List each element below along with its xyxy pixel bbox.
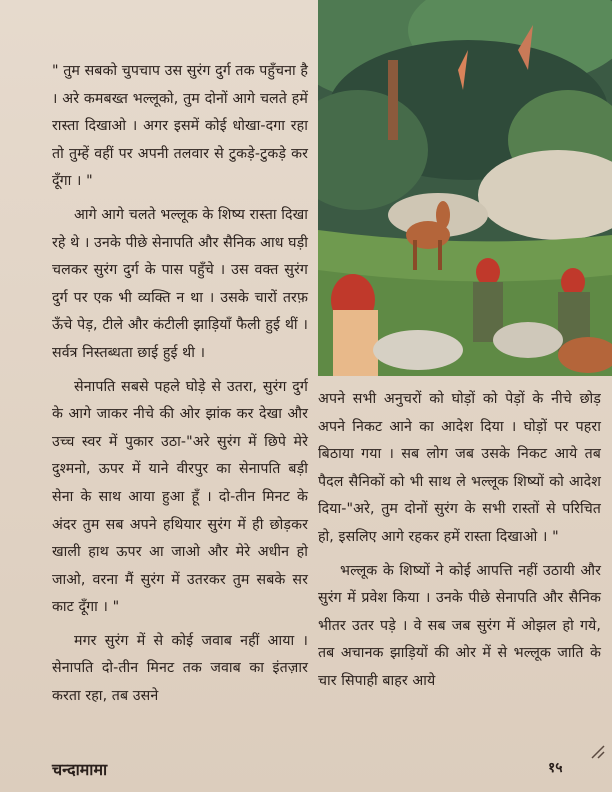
- page-number: १५: [548, 760, 563, 776]
- horse-head: [436, 201, 450, 229]
- soldier-turban: [476, 258, 500, 286]
- horse-leg: [438, 240, 442, 270]
- forest-scene-svg: [318, 0, 612, 376]
- tree-trunk: [388, 60, 398, 140]
- horse-white: [493, 322, 563, 358]
- paragraph: " तुम सबको चुपचाप उस सुरंग दुर्ग तक पहुँचना है । अरे कमबख्त भल्लूको, तुम दोनों आगे चलते हमें रास्ता दिखाओ । अगर इसमें कोई धोखा-दगा रहा तो तुम्हें वहीं पर अपनी तलवार से टुकड़े-टुकड़े कर दूँगा । ": [52, 63, 308, 190]
- paragraph: मगर सुरंग में से कोई जवाब नहीं आया । सेनापति दो-तीन मिनट तक जवाब का इंतज़ार करता रहा, तब उसने: [52, 632, 308, 705]
- paragraph: सेनापति सबसे पहले घोड़े से उतरा, सुरंग दुर्ग के आगे जाकर नीचे की ओर झांक कर देखा और उच्च स्वर में पुकार उठा-"अरे सुरंग में छिपे मेरे दुश्मनो, ऊपर में याने वीरपुर का सेनापति बड़ी सेना के साथ आया हुआ हूँ । दो-तीन मिनट के अंदर तुम सब अपने हथियार सुरंग में ही छोड़कर खाली हाथ ऊपर आ जाओ और मेरे अधीन हो जाओ, वरना मैं सुरंग में उतरकर तुम सबके सर काट दूँगा । ": [52, 378, 308, 616]
- magazine-title: चन्दामामा: [52, 760, 108, 779]
- horse-white: [373, 330, 463, 370]
- left-text-column: [52, 58, 308, 717]
- soldier-turban: [561, 268, 585, 296]
- right-text-column: [318, 386, 601, 702]
- paragraph: अपने सभी अनुचरों को घोड़ों को पेड़ों के नीचे छोड़ अपने निकट आने का आदेश दिया । घोड़ों पर पहरा बिठाया गया । सब लोग जब उसके निकट आये तब पैदल सैनिकों को भी साथ ले भल्लूक शिष्यों को आदेश दिया-"अरे, तुम दोनों सुरंग के सभी रास्तों से परिचित हो, इसलिए आगे रहकर हमें रास्ता दिखाओ । ": [318, 391, 601, 545]
- paragraph: भल्लूक के शिष्यों ने कोई आपत्ति नहीं उठायी और सुरंग में प्रवेश किया । उनके पीछे सेनापति और सैनिक भीतर उतर पड़े । वे सब जब सुरंग में ओझल हो गये, तब अचानक झाड़ियों की ओर में से भल्लूक जाति के चार सिपाही बाहर आये: [318, 562, 601, 689]
- soldier-body: [333, 310, 378, 376]
- page-corner-icon: [588, 742, 608, 762]
- horse-leg: [413, 240, 417, 270]
- paragraph: आगे आगे चलते भल्लूक के शिष्य रास्ता दिखा रहे थे । उनके पीछे सेनापति और सैनिक आध घड़ी चलकर सुरंग दुर्ग के पास पहुँचे । उस वक्त सुरंग दुर्ग पर एक भी व्यक्ति न था । उसके चारों तरफ़ ऊँचे पेड़, टीले और कंटीली झाड़ियाँ फैली हुई थीं । सर्वत्र निस्तब्धता छाई हुई थी ।: [52, 206, 308, 361]
- story-illustration: [318, 0, 612, 376]
